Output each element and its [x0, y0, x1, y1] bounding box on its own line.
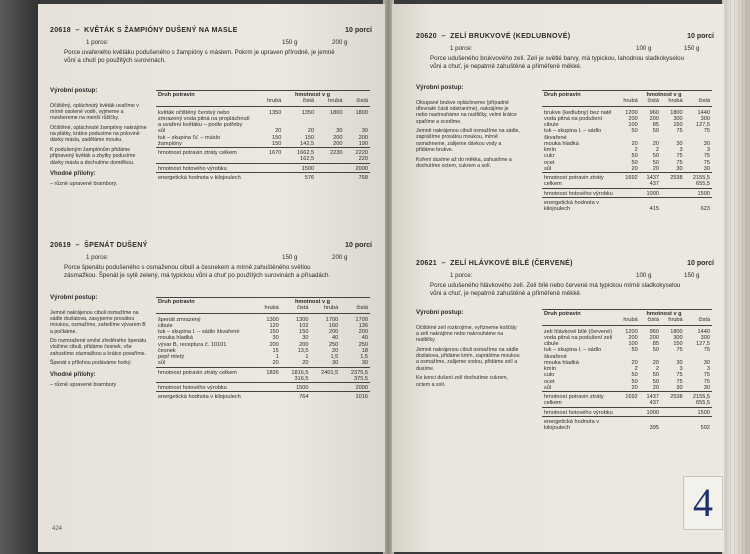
recipe-title: 20619 – ŠPENÁT DUŠENÝ: [50, 242, 148, 249]
totals-row: hmotnost potravin ztráty celkem 1836 1816,5 316,5 2401,5 2375,5 375,5: [156, 367, 370, 383]
procedure-text: Oloupané brukve opláchneme (případné dřevnaté části odstraníme), nakrájíme je nebo nastrouháme na nudličky, velmi krátce spaříme a scedíme. Jemně nakrájenou cibuli osmažíme na sádle, zaprášíme prosátou moukou, mírně osmahneme, zalijeme dávkou vody a přidáme brukve. Koření dusíme až do měkka, zahustíme a dochutíme octem, cukrem a solí.: [416, 99, 520, 169]
side-dish-item: – různě upravené brambory.: [50, 181, 118, 188]
left-page: [38, 4, 385, 552]
table-row: sůl 20 20 30 30: [544, 165, 710, 172]
totals-row: hmotnost potravin ztráty celkem 1692 1437 437 2538 2155,5 655,5: [542, 173, 712, 189]
side-dish-item: – různě upravené brambory: [50, 382, 117, 388]
recipe-portions: 10 porcí: [687, 260, 714, 267]
handwritten-sticker: 4: [683, 476, 723, 530]
recipe-portions: 10 porcí: [345, 242, 372, 249]
table-row: mouka hladká 30 30 40 40: [158, 335, 368, 342]
totals-row: hmotnost potravin ztráty celkem 1670 1662,5 162,5 2230 2220 220: [156, 148, 370, 164]
page-number: 424: [52, 526, 63, 532]
table-row: cibule 120 102 160 136: [158, 322, 368, 329]
recipe-20619: [50, 242, 372, 280]
table-row: ocet 50 50 75 75: [544, 378, 710, 385]
table-row: žampióny 150 142,5 200 190: [158, 140, 368, 147]
side-dish-title: Vhodné přílohy:: [50, 170, 96, 177]
table-row: sůl 20 20 30 30: [158, 128, 368, 135]
recipe-title: 20621 – ZELÍ HLÁVKOVÉ BÍLÉ (ČERVENÉ): [416, 260, 573, 267]
energy-row: energetická hodnota v kilojoulech 576 768: [156, 172, 370, 181]
ingredients-table-20620: Druh potravin hmotnost v g hrubá čistá hrubá čistá brukve (kedlubny) bez natě 1200 960 1800 1440 voda pitná na podušení 200 200 300 300 cibule 100 85 150 127,5 tuk – skupina I. – sádlo škvařené 50 50 75 75 mouka hladká 20 20 30 30 kmín 2 2 3 3 cukr 50 50 75 75 ocet 50 50 75 75 sůl 20 20 30 30 hmotnost potravin ztráty celkem 1692 1437 437 2538 2155,5 655,5 hmotnost hotového výrobku 1000 1500 energetická hodnota v kilojoulech 415 623: [544, 92, 710, 212]
table-row: mouka hladká 20 20 30 30: [544, 140, 710, 147]
table-row: kmín 2 2 3 3: [544, 366, 710, 372]
portion-row: 1 porce: 150 g 200 g: [86, 254, 348, 261]
portion-row: 1 porce: 150 g 200 g: [86, 39, 348, 46]
procedure-title: Výrobní postup:: [50, 87, 98, 94]
procedure-20618: [50, 81, 160, 188]
procedure-title: Výrobní postup:: [416, 309, 464, 316]
recipe-portions: 10 porcí: [687, 33, 714, 40]
recipe-description: Porce udušeného brukvového zelí. Zelí je světlé barvy, má typickou, lahodnou sladkokyselou vůni a chuť, je nepatrně zahuštěné a přiměřeně měkké.: [430, 55, 685, 70]
energy-row: energetická hodnota v kilojoulech 395 592: [542, 416, 712, 431]
procedure-title: Výrobní postup:: [416, 84, 464, 91]
table-row: tuk – skupina I. – sádlo škvařené 50 50 75 75: [544, 347, 710, 360]
recipe-20621: [416, 260, 714, 298]
table-row: špenát zmrazený 1300 1300 1700 1700: [158, 316, 368, 323]
table-row: kmín 2 2 3 3: [544, 147, 710, 153]
procedure-text: Očištěné zelí rozkrojíme, vyřízneme košťály a zelí nakrájíme nebo nakrouháme na nudličky. Jemně nakrájenou cibuli osmažíme na sádle dozlatova, přidáme kmín, zaprášíme moukou a osmažíme, zalijeme vodou, přidáme zelí a dusíme. Ke konci dušení zelí dochutíme cukrem, octem a solí.: [416, 324, 520, 388]
procedure-20621: [416, 303, 520, 391]
recipe-title: 20618 – KVĚTÁK S ŽAMPIÓNY DUŠENÝ NA MASLE: [50, 27, 238, 34]
table-row: zelí hlávkové bílé (červené) 1200 960 1800 1440: [544, 328, 710, 335]
page-edges: [722, 0, 750, 554]
table-row: brukve (kedlubny) bez natě 1200 960 1800 1440: [544, 109, 710, 116]
procedure-title: Výrobní postup:: [50, 294, 98, 301]
ingredients-table-20619: Druh potravin hmotnost v g hrubá čistá hrubá čistá špenát zmrazený 1300 1300 1700 1700 cibule 120 102 160 136 tuk – skupina I. – sádlo škvařené 150 150 200 200 mouka hladká 30 30 40 40 vývar B, receptura č. 10101 200 200 250 250 česnek 15 13,5 20 18 pepř mletý 1 1 1,5 1,5 sůl 20 20 30 30 hmotnost potravin ztráty celkem 1836 1816,5 316,5 2401,5 2375,5 375,5 hmotnost hotového výrobku 1500 2000 energetická hodnota v kilojoulech 764 1016: [158, 299, 368, 401]
recipe-description: Porce udušeného hlávkového zelí. Zelí bílé nebo červené má typickou mírně sladkokyselou vůni a chuť, je nepatrně zahuštěné a přiměřeně měkké.: [430, 282, 681, 297]
table-row: ocet 50 50 75 75: [544, 159, 710, 166]
table-row: voda pitná na podušení zelí 200 200 300 300: [544, 334, 710, 341]
table-row: pepř mletý 1 1 1,5 1,5: [158, 354, 368, 360]
table-background: [0, 0, 40, 554]
procedure-20620: [416, 78, 520, 172]
recipe-description: Porce uvařeného květáku podušeného s žampióny s máslem. Pokrm je upraven přírodně, je jemně vůní a chutí po použitých surovinách.: [64, 49, 335, 64]
procedure-20619: [50, 288, 160, 389]
recipe-portions: 10 porcí: [345, 27, 372, 34]
recipe-description: Porce špenátu podušeného s osmaženou cibulí a česnekem a mírně zahuštěného světlou zásmažkou. Špenát je sytě zelený, má typickou vůni a chuť po použitých surovinách a přísadách.: [64, 264, 331, 279]
table-row: vývar B, receptura č. 10101 200 200 250 250: [158, 341, 368, 348]
table-row: cukr 50 50 75 75: [544, 153, 710, 160]
recipe-20618: [50, 27, 372, 65]
table-row: cibule 100 85 150 127,5: [544, 341, 710, 347]
table-row: tuk – skupina IV. – máslo 150 150 200 200: [158, 134, 368, 141]
totals-row: hmotnost potravin ztráty celkem 1692 1437 437 2538 2155,5 655,5: [542, 392, 712, 408]
table-row: tuk – skupina I. – sádlo škvařené 150 150 200 200: [158, 329, 368, 335]
procedure-text: Jemně nakrájenou cibuli osmažíme na sádle dozlatova, zasypeme prosátou moukou, osmažíme, zaředíme vývarem B a počkáme. Do rozmražené směsi zředěného špenátu vložíme cibuli, přidáme česnek, vše zahustíme zásmažkou a krátce povaříme. Špenát s přílohou podáváme horký.: [50, 309, 147, 367]
table-row: mouka hladká 20 20 30 30: [544, 359, 710, 366]
portion-row: 1 porce: 100 g 150 g: [450, 45, 700, 52]
final-weight-row: hmotnost hotového výrobku 1500 2000: [156, 383, 370, 392]
energy-row: energetická hodnota v kilojoulech 764 1016: [156, 392, 370, 401]
table-row: voda pitná na podušení 200 200 300 300: [544, 115, 710, 122]
table-row: cukr 50 50 75 75: [544, 372, 710, 379]
table-row: květák očištěný čerstvý nebo zmrazený voda pitná na propláchnutí a uvaření květáku – podle potřeby 1350 1350 1800 1800: [158, 109, 368, 128]
procedure-text: Očištěný, opláchnutý květák uvaříme v mírně osolené vodě, vyjmeme a rozebereme na menší růžičky. Očištěné, opláchnuté žampióny nakrájíme na plátky, krátce podusíme na polovině dávky másla, zaděláme mouku. K podušeným žampiónům přidáme připravený květák a zbytky podusíme dávky másla a dochutíme domělkou.: [50, 102, 147, 166]
final-weight-row: hmotnost hotového výrobku 1000 1500: [542, 188, 712, 197]
side-dish-title: Vhodné přílohy:: [50, 371, 96, 378]
portion-row: 1 porce: 100 g 150 g: [450, 272, 700, 279]
table-row: sůl 20 20 30 30: [544, 384, 710, 391]
recipe-20620: [416, 33, 714, 71]
table-row: tuk – skupina I. – sádlo škvařené 50 50 75 75: [544, 128, 710, 141]
table-row: sůl 20 20 30 30: [158, 360, 368, 367]
ingredients-table-20621: Druh potravin hmotnost v g hrubá čistá hrubá čistá zelí hlávkové bílé (červené) 1200 960 1800 1440 voda pitná na podušení zelí 200 200 300 300 cibule 100 85 150 127,5 tuk – skupina I. – sádlo škvařené 50 50 75 75 mouka hladká 20 20 30 30 kmín 2 2 3 3 cukr 50 50 75 75 ocet 50 50 75 75 sůl 20 20 30 30 hmotnost potravin ztráty celkem 1692 1437 437 2538 2155,5 655,5 hmotnost hotového výrobku 1000 1500 energetická hodnota v kilojoulech 395 592: [544, 311, 710, 431]
table-row: cibule 100 85 150 127,5: [544, 122, 710, 128]
ingredients-table-20618: Druh potravin hmotnost v g hrubá čistá hrubá čistá květák očištěný čerstvý nebo zmrazený voda pitná na propláchnutí a uvaření květáku – podle potřeby 1350 1350 1800 1800 sůl 20 20 30 30 tuk – skupina IV. – máslo 150 150 200 200 žampióny 150 142,5 200 190 hmotnost potravin ztráty celkem 1670 1662,5 162,5 2230 2220 220 hmotnost hotového výrobku 1500 2000 energetická hodnota v kilojoulech 576 768: [158, 92, 368, 181]
final-weight-row: hmotnost hotového výrobku 1000 1500: [542, 407, 712, 416]
final-weight-row: hmotnost hotového výrobku 1500 2000: [156, 163, 370, 172]
right-page: [392, 4, 724, 552]
recipe-title: 20620 – ZELÍ BRUKVOVÉ (KEDLUBNOVÉ): [416, 33, 571, 40]
table-row: česnek 15 13,5 20 18: [158, 347, 368, 354]
energy-row: energetická hodnota v kilojoulech 415 623: [542, 197, 712, 212]
